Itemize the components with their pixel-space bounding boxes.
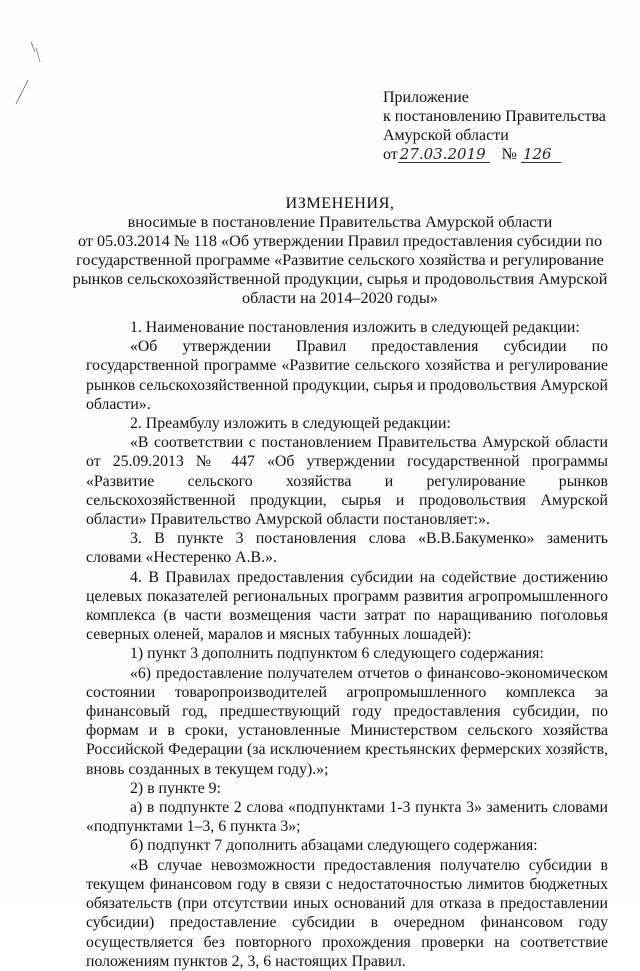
number-prefix: № [501,146,517,163]
paragraph-2: «Об утверждении Правил предоставления субсидии по государственной программе «Развитие сельского хозяйства и регулирование рынков сельскохозяйственной продукции, сырья и продовольствия Амурской области». [86,338,608,413]
paragraph-1: 1. Наименование постановления изложить в следующей редакции: [130,319,580,336]
appendix-line-region: Амурской области [383,127,509,144]
document-body [86,318,608,971]
margin-pen-marks [0,0,60,120]
paragraph-3: 2. Преамбулу изложить в следующей редакции: [130,415,451,433]
handwritten-number: 126 [521,146,561,163]
paragraph-7: 1) пункт 3 дополнить подпунктом 6 следующего содержания: [130,645,544,663]
appendix-title: Приложение [383,89,469,106]
date-prefix: от [383,146,398,163]
paragraph-5: 3. В пункте 3 постановления слова «В.В.Бакуменко» заменить словами «Нестеренко А.В.». [86,530,608,567]
heading-line-2: от 05.03.2014 № 118 «Об утверждении Правил предоставления субсидии по [77,232,603,250]
document-heading [60,194,620,308]
paragraph-6: 4. В Правилах предоставления субсидии на содействие достижению целевых показателей региональных программ развития агропромышленного комплекса (в части возмещения части затрат по наращиванию поголовья северных оленей, маралов и мясных табунных лошадей): [86,568,608,644]
paragraph-10: а) в подпункте 2 слова «подпунктами 1-3 пункта 3» заменить словами «подпунктами 1–3, 6 пункта 3»; [86,799,608,836]
paragraph-11: б) подпункт 7 дополнить абзацами следующего содержания: [130,837,538,855]
heading-title: ИЗМЕНЕНИЯ, [285,194,395,212]
appendix-date-number [383,145,623,164]
heading-line-1: вносимые в постановление Правительства Амурской области [127,213,553,231]
heading-line-4: рынков сельскохозяйственной продукции, сырья и продовольствия Амурской [72,270,608,288]
appendix-header [383,88,623,164]
heading-line-5: области на 2014–2020 годы» [241,289,438,307]
paragraph-9: 2) в пункте 9: [130,779,221,797]
paragraph-4: «В соответствии с постановлением Правительства Амурской области от 25.09.2013 № 447 «Об утверждении государственной программы «Развитие сельского хозяйства и регулирование рынков сельскохозяйственной продукции, сырья и продовольствия Амурской области» Правительство Амурской области постановляет:». [86,434,608,529]
paragraph-8: «6) предоставление получателем отчетов о финансово-экономическом состоянии товаропроизводителей агропромышленного комплекса за финансовый год, предшествующий году предоставления субсидии, по формам и в сроки, установленные Министерством сельского хозяйства Российской Федерации (за исключением крестьянских фермерских хозяйств, вновь созданных в текущем году).»; [86,664,608,778]
paragraph-12: «В случае невозможности предоставления получателю субсидии в текущем финансовом году в связи с недостаточностью лимитов бюджетных обязательств (при отсутствии иных оснований для отказа в предоставлении субсидии) предоставление субсидии в очередном финансовом году осуществляется без повторного прохождения проверки на соответствие положениям пунктов 2, 3, 6 настоящих Правил. [86,856,608,970]
handwritten-date: 27.03.2019 [398,146,490,163]
appendix-line-decree: к постановлению Правительства [383,108,606,125]
heading-line-3: государственной программе «Развитие сельского хозяйства и регулирование [76,251,604,269]
